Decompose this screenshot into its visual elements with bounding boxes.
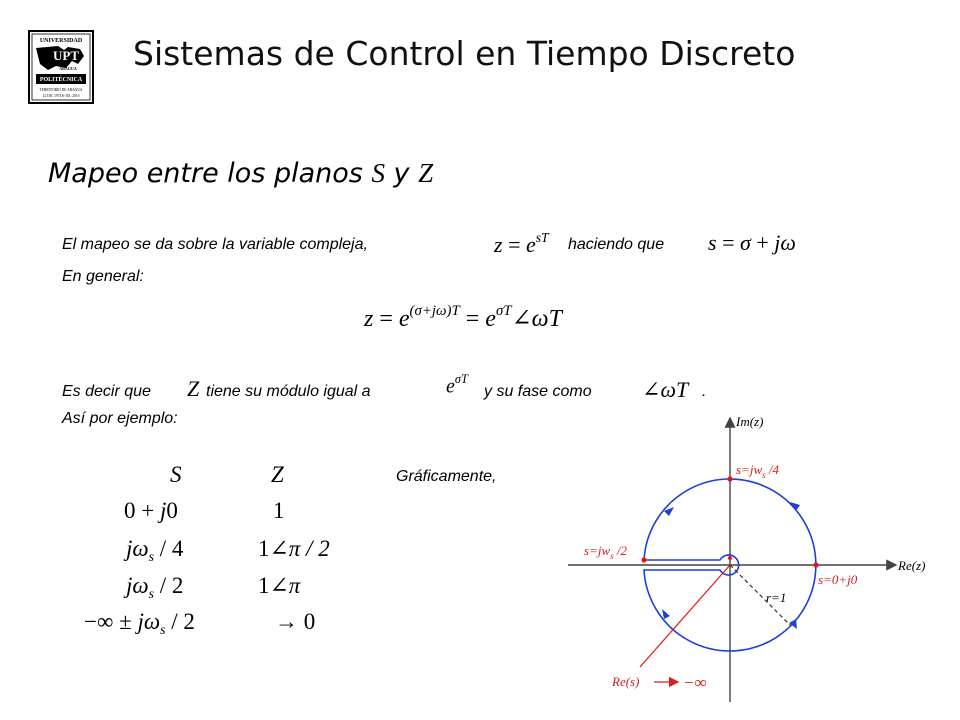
eq-exponent: σT — [495, 303, 512, 319]
logo-mark: UPT — [53, 48, 79, 63]
cell-tail: 0 — [166, 498, 178, 523]
point-origin-map — [813, 562, 818, 567]
z-definition-equation — [494, 230, 549, 258]
table-row-4-z — [275, 609, 315, 635]
cell-j: j — [159, 498, 167, 523]
eq-s: s — [708, 230, 717, 255]
logo-line4: TERRITORIO DE ARAGUA — [39, 88, 83, 92]
eq-e: e — [446, 375, 455, 398]
eq-z: z — [494, 232, 503, 258]
eq-omega: ω — [780, 230, 796, 255]
cell-extra: π — [288, 573, 301, 598]
table-row-3-s — [126, 573, 183, 602]
graphically-label: Gráficamente, — [396, 468, 497, 485]
eq-sigma: σ — [739, 230, 751, 255]
label-origin: s=0+j0 — [818, 572, 858, 587]
eq-plus: + — [750, 230, 775, 255]
cell-tail: / 2 — [165, 609, 195, 634]
eq-exponent: σT — [454, 372, 468, 386]
modulus-expression — [446, 372, 468, 398]
in-general-text: En general: — [62, 268, 144, 285]
logo-line1: UNIVERSIDAD — [39, 38, 83, 44]
s-definition-equation — [708, 230, 796, 256]
cell-extra: π / 2 — [288, 536, 330, 561]
table-row-4-s — [84, 609, 195, 638]
logo-line3: POLITÉCNICA — [39, 77, 83, 83]
intro-text: El mapeo se da sobre la variable compleja, — [62, 236, 368, 253]
cell-sub: s — [148, 548, 155, 564]
cell-tail: / 2 — [154, 573, 184, 598]
z-symbol: Z — [187, 376, 200, 401]
page-title: Sistemas de Control en Tiempo Discreto — [133, 34, 796, 73]
angle-symbol: ∠ — [642, 377, 661, 402]
table-row-2-z — [258, 536, 330, 562]
eq-exponent: sT — [535, 230, 549, 245]
eq-exponent: (σ+jω)T — [409, 303, 460, 319]
eq-equals: = — [373, 306, 399, 333]
eq-equals: = — [459, 306, 486, 333]
contour-arrow-icon — [662, 609, 670, 619]
contour-arrow-icon — [789, 619, 797, 629]
point-jws-4 — [727, 476, 732, 481]
re-s-label: Re(s) — [612, 674, 640, 689]
intro-connector-text: haciendo que — [568, 236, 665, 253]
point-center — [728, 556, 732, 560]
re-s-mapping-line — [640, 565, 730, 667]
radius-label: r=1 — [766, 590, 787, 605]
eq-j: j — [774, 230, 781, 255]
cell-text: −∞ ± — [84, 609, 138, 634]
table-header-s — [170, 462, 182, 488]
header-z-text: Z — [271, 462, 284, 487]
real-axis-label: Re(z) — [898, 558, 926, 573]
eq-e: e — [525, 232, 536, 258]
table-row-2-s — [126, 536, 183, 565]
phase-expression — [642, 377, 688, 403]
section-subtitle — [48, 158, 433, 189]
eq-equals: = — [716, 230, 740, 255]
cell-sub: s — [160, 621, 166, 637]
logo-line5: 12 DIC 1974 6-JUL 2010 — [42, 94, 80, 98]
eq-phase: ωT — [660, 377, 689, 402]
example-text: Así por ejemplo: — [62, 410, 178, 427]
phase-text: y su fase como — [484, 383, 592, 400]
cell-j: jω — [126, 536, 149, 561]
angle-symbol: ∠ — [511, 306, 532, 333]
general-mapping-equation — [364, 303, 562, 333]
table-row-1-z — [273, 498, 285, 524]
cell-text: → 0 — [275, 609, 316, 634]
cell-text: 0 + — [124, 498, 160, 523]
subtitle-joiner: y — [384, 158, 419, 189]
label-jws-2: $s=jw_s$ /2 — [584, 543, 628, 561]
cell-text: 1∠ — [258, 573, 289, 598]
subtitle-prefix: Mapeo entre los planos — [48, 158, 372, 189]
header-s-text: S — [170, 462, 182, 487]
cell-text: 1∠ — [258, 536, 289, 561]
logo-line2: ARAGUA — [59, 66, 77, 71]
university-logo — [28, 30, 94, 104]
table-row-3-z — [258, 573, 300, 599]
eq-phase: ωT — [531, 306, 562, 333]
cell-j: jω — [126, 573, 149, 598]
eq-equals: = — [502, 232, 526, 258]
cell-j: jω — [137, 609, 161, 634]
subtitle-var-z: Z — [418, 158, 434, 188]
z-plane-diagram — [560, 412, 950, 712]
cell-tail: / 4 — [154, 536, 184, 561]
eq-e: e — [485, 306, 496, 333]
point-jws-2 — [641, 557, 646, 562]
eq-e: e — [398, 306, 410, 333]
subtitle-var-s: S — [371, 158, 385, 188]
modulus-text-mid: tiene su módulo igual a — [206, 383, 371, 400]
imaginary-axis-label: Im(z) — [736, 414, 764, 429]
modulus-text-start: Es decir que — [62, 383, 151, 400]
eq-z: z — [364, 306, 374, 333]
table-header-z — [271, 462, 284, 488]
label-jws-4: $s=jw_s$ /4 — [736, 462, 780, 480]
cell-sub: s — [148, 585, 155, 601]
sentence-end: . — [702, 383, 707, 400]
neg-infinity-label: −∞ — [683, 673, 707, 692]
table-row-1-s — [124, 498, 178, 524]
cell-text: 1 — [273, 498, 285, 523]
